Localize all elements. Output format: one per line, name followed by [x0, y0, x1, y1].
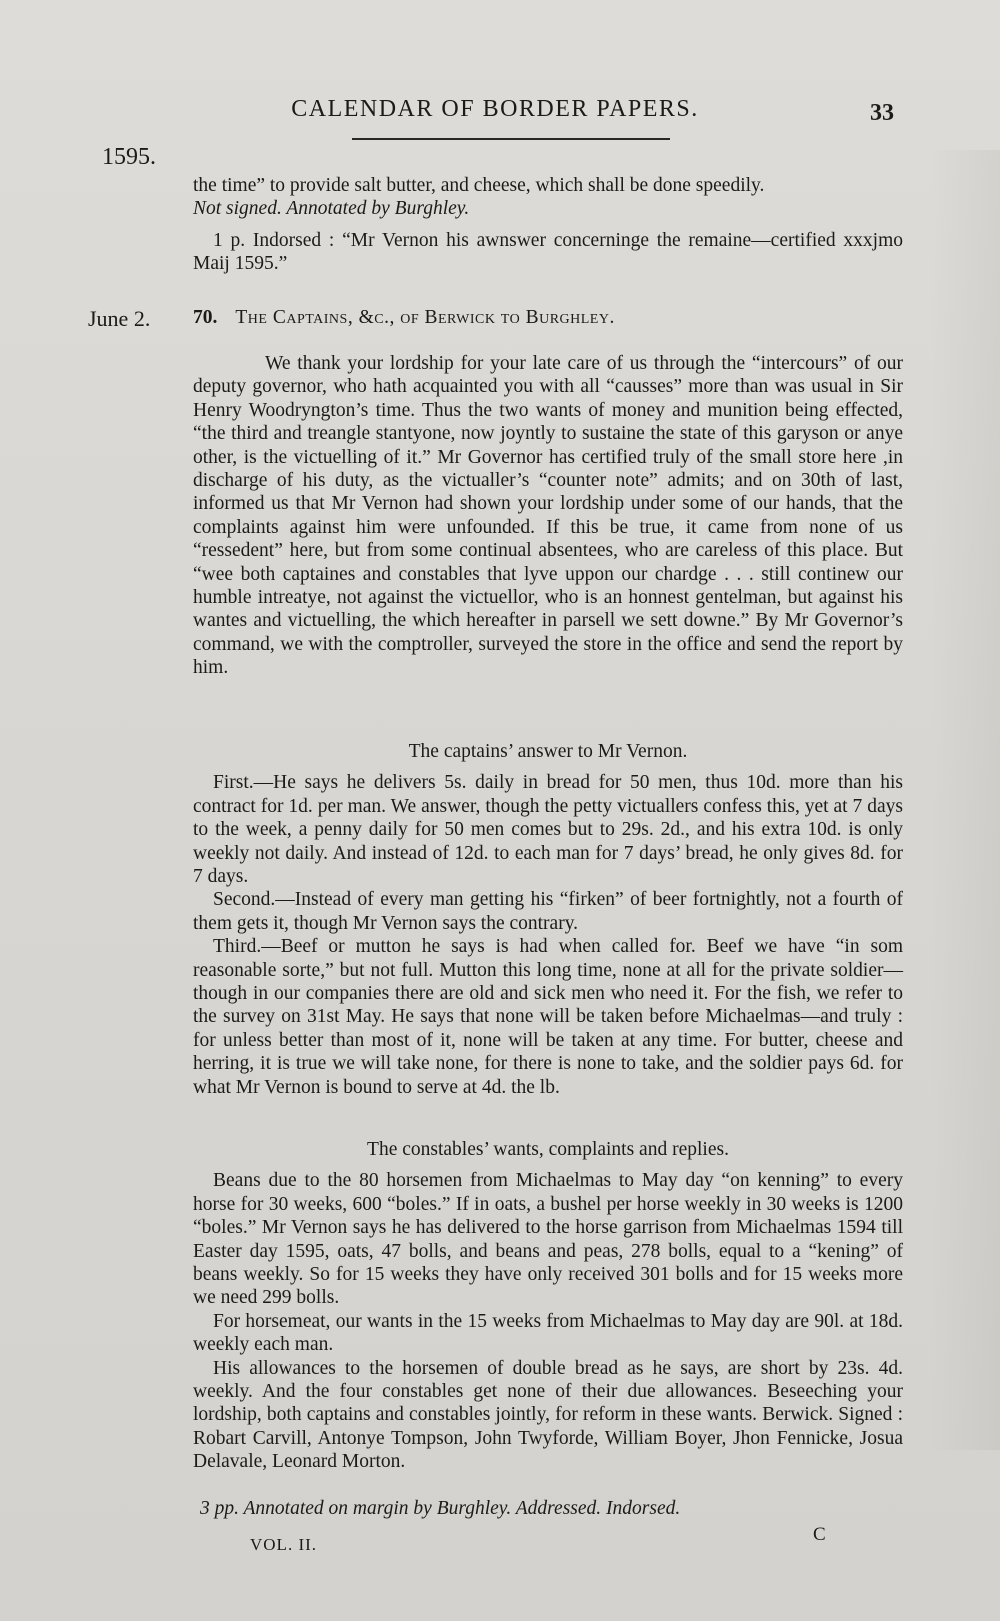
- header-rule: [352, 138, 670, 140]
- page-number: 33: [870, 100, 894, 126]
- constables-paragraph-beans: Beans due to the 80 horsemen from Michaelmas to May day “on kenning” to every horse for 30 weeks, 600 “boles.” If in oats, a bushel per horse weekly in 30 weeks is 1200 “boles.” Mr Vernon says he has delivered to the horse garrison from Michaelmas 1594 till Easter day 1595, oats, 47 bolls, and beans and peas, 278 bolls, equal to a “kening” of beans weekly. So for 15 weeks they have only received 301 bolls and for 15 weeks more we need 299 bolls.: [193, 1170, 903, 1309]
- entry-title: The Captains, &c., of Berwick to Burghley.: [235, 307, 615, 328]
- continuation-line: the time” to provide salt butter, and cheese, which shall be done speedily.: [193, 175, 765, 196]
- entry-number: 70.: [193, 307, 218, 328]
- margin-date: June 2.: [88, 306, 151, 331]
- constables-heading: The constables’ wants, complaints and replies.: [367, 1139, 729, 1160]
- margin-year: 1595.: [102, 144, 156, 170]
- entry-body-block: [193, 352, 903, 680]
- page-shadow: [930, 150, 1000, 1450]
- captains-answer-heading: The captains’ answer to Mr Vernon.: [408, 741, 688, 762]
- footer-note: 3 pp. Annotated on margin by Burghley. Addressed. Indorsed.: [200, 1498, 681, 1519]
- constables-paragraph-horsemeat: For horsemeat, our wants in the 15 weeks from Michaelmas to May day are 90l. at 18d. weekly each man.: [193, 1310, 903, 1356]
- captains-answer-second: Second.—Instead of every man getting his “firken” of beer fortnightly, not a fourth of them gets it, though Mr Vernon says the contrary.: [193, 889, 903, 934]
- constables-block: [193, 1138, 903, 1474]
- captains-answer-third: Third.—Beef or mutton he says is had when called for. Beef we have “in som reasonable sorte,” but not full. Mutton this long time, none at all for the private soldier—though in our companies there are old and sick men who need it. For the fish, we refer to the survey on 31st May. He says that none will be taken before Michaelmas—and truly : for unless better than most of it, none will be taken at any time. For butter, cheese and herring, it is true we will take none, for there is none to take, and the soldier pays 6d. for what Mr Vernon is bound to serve at 4d. the lb.: [193, 936, 903, 1098]
- captains-answer-first: First.—He says he delivers 5s. daily in bread for 50 men, thus 10d. more than his contract for 1d. per man. We answer, though the petty victuallers confess this, yet at 7 days to the week, a penny daily for 50 men comes but to 29s. 2d., and his extra 10d. is only weekly not daily. And instead of 12d. to each man for 7 days’ bread, he only gives 8d. for 7 days.: [193, 772, 903, 888]
- continuation-block: [193, 174, 903, 276]
- continuation-indorsement: 1 p. Indorsed : “Mr Vernon his awnswer concerninge the remaine—certified xxxjmo Maij 1595.”: [193, 229, 903, 275]
- entry-heading: [193, 306, 903, 329]
- signature-mark: C: [813, 1524, 826, 1545]
- constables-paragraph-allowances: His allowances to the horsemen of double bread as he says, are short by 23s. 4d. weekly. And the four constables get none of their due allowances. Beseeching your lordship, both captains and constables jointly, for reform in these wants. Berwick. Signed : Robart Carvill, Antonye Tompson, John Twyforde, William Boyer, Jhon Fennicke, Josua Delavale, Leonard Morton.: [193, 1357, 903, 1473]
- continuation-annotation: Not signed. Annotated by Burghley.: [193, 198, 470, 220]
- captains-answer-block: [193, 740, 903, 1099]
- volume-mark: VOL. II.: [250, 1535, 318, 1554]
- entry-body: We thank your lordship for your late care of us through the “intercours” of our deputy governor, who hath acquainted you with all “causses” more than was usual in Sir Henry Woodryngton’s time. Thus the two wants of money and munition being effected, “the third and treangle stantyone, now joyntly to sustaine the state of this garyson or anye other, is the victuelling of it.” Mr Governor has certified truly of the small store here ,in discharge of his duty, as the victualler’s “counter note” admits; and on 30th of last, informed us that Mr Vernon had shown your lordship under some of our hands, that the complaints against him were unfounded. If this be true, it came from none of us “ressedent” here, but from some continual absentees, who are careless of this place. But “wee both captaines and constables that lyve uppon our chardge . . . still continew our humble intreatye, not against the victuellor, who is an honnest gentelman, but against his wantes and victuelling, the which hereafter in parsell we sett downe.” By Mr Governor’s command, we with the comptroller, surveyed the store in the office and send the report by him.: [193, 353, 903, 679]
- running-header-title: CALENDAR OF BORDER PAPERS.: [291, 96, 699, 122]
